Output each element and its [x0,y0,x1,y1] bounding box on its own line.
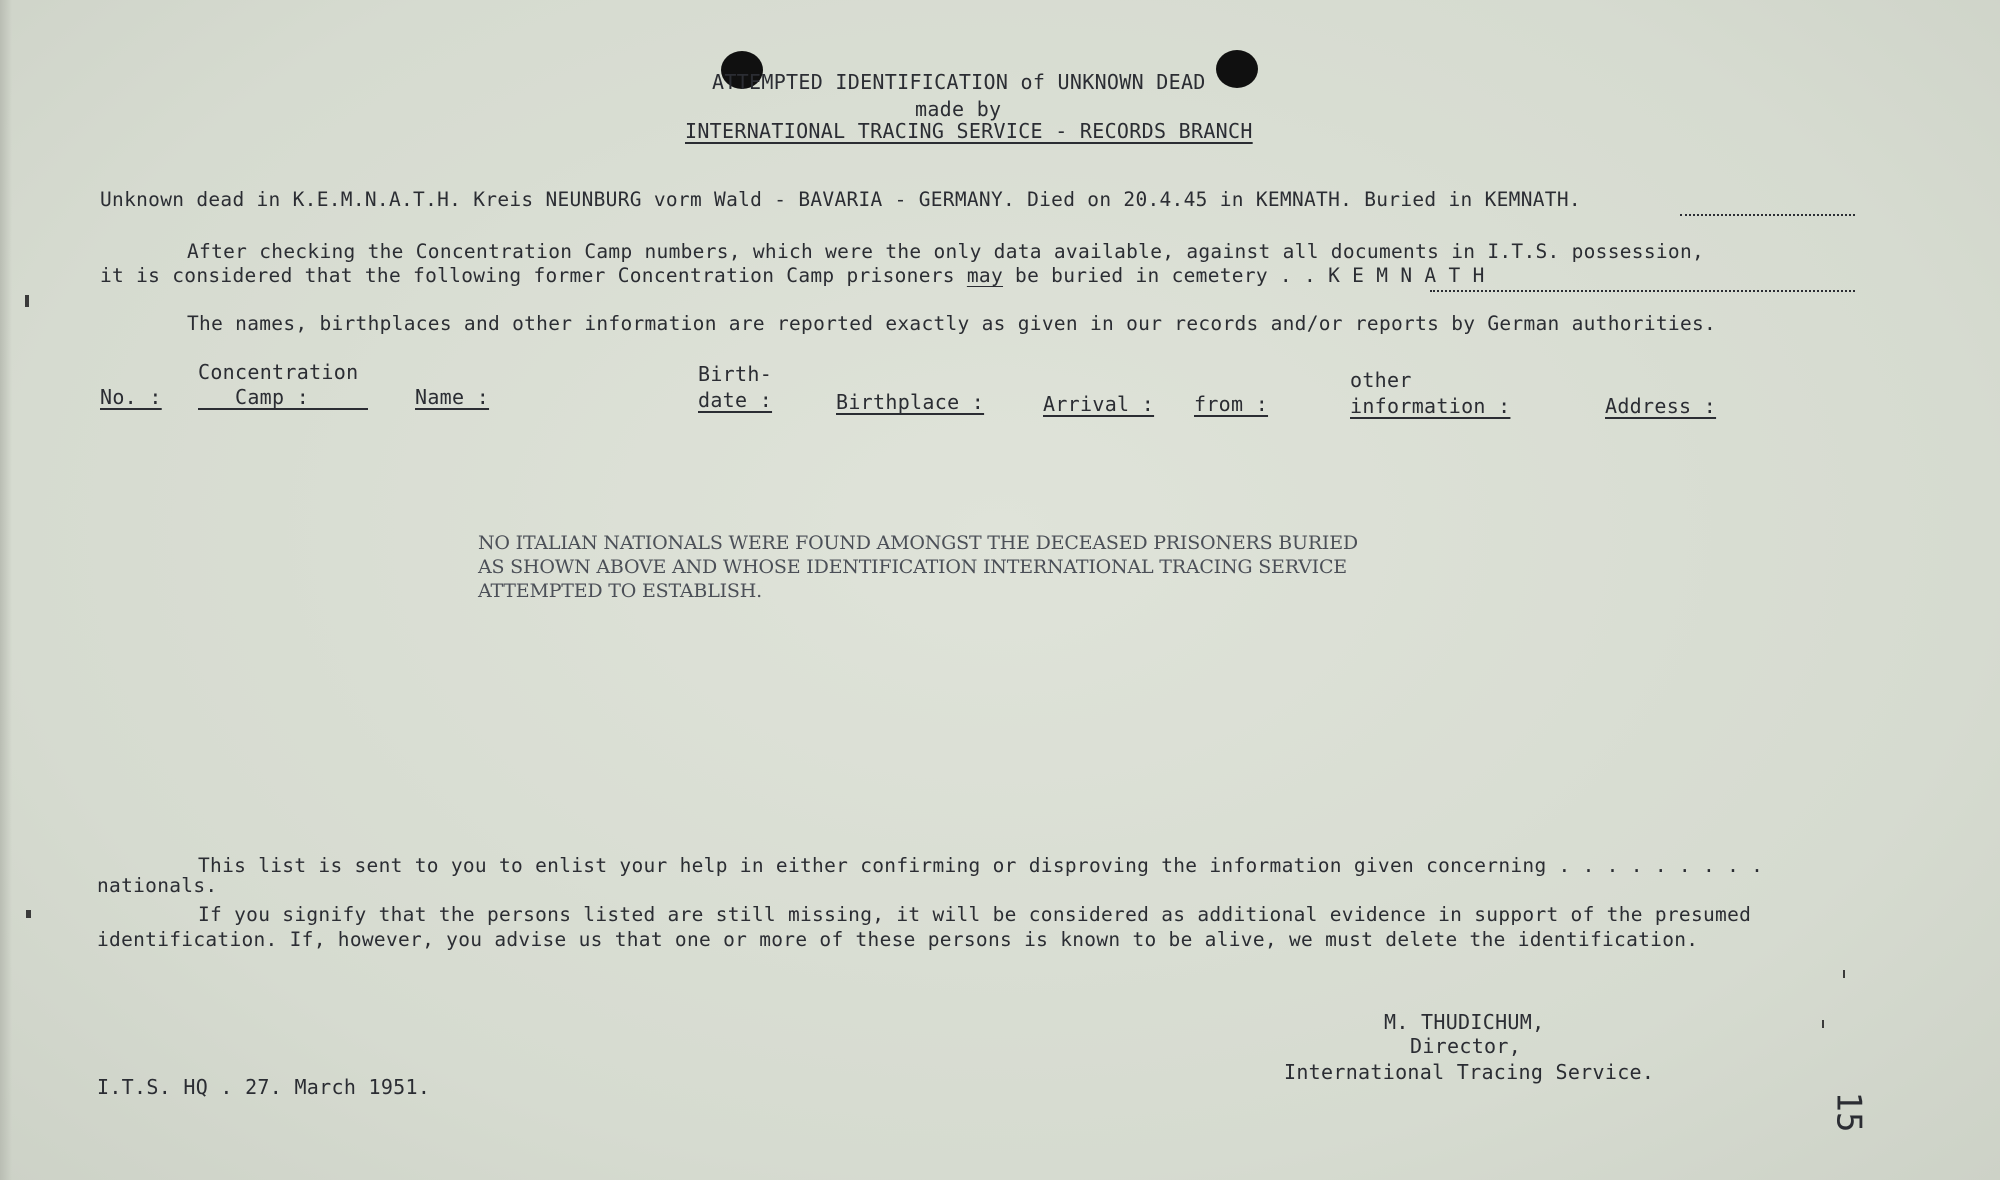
closing-p1-line1: This list is sent to you to enlist your help in either confirming or disproving the information given concerning . . . . . . . . . [198,854,1764,877]
margin-mark [26,910,31,918]
check-line-2-start: it is considered that the following former Concentration Camp prisoners [100,264,967,287]
col-camp-underline [198,408,368,410]
col-other-top: other [1350,368,1412,392]
check-line-2-end: be buried in cemetery . . K E M N A T H [1003,264,1485,287]
col-birthplace: Birthplace : [836,390,985,414]
col-camp-top: Concentration [198,360,359,384]
names-line: The names, birthplaces and other information are reported exactly as given in our records and/or reports by German authorities. [187,312,1717,335]
notice-line-1: NO ITALIAN NATIONALS WERE FOUND AMONGST THE DECEASED PRISONERS BURIED [478,532,1358,554]
cemetery-line-dots [1430,290,1855,292]
closing-p1-line2: nationals. [97,874,218,897]
signature-name: M. THUDICHUM, [1384,1010,1545,1034]
col-address: Address : [1605,394,1717,418]
punch-hole-right [1216,50,1258,88]
footer-date-line: I.T.S. HQ . 27. March 1951. [97,1075,431,1099]
col-arrival: Arrival : [1043,392,1155,416]
document-title: ATTEMPTED IDENTIFICATION of UNKNOWN DEAD [712,70,1206,94]
page-edge-shadow [0,0,12,1180]
col-name: Name : [415,385,490,409]
notice-line-3: ATTEMPTED TO ESTABLISH. [478,580,762,602]
check-line-2 [100,264,1485,287]
signature-org: International Tracing Service. [1284,1060,1655,1084]
notice-line-2: AS SHOWN ABOVE AND WHOSE IDENTIFICATION INTERNATIONAL TRACING SERVICE [478,556,1347,578]
col-birth-bottom: date : [698,388,773,412]
margin-mark [1843,970,1845,978]
col-camp-bottom: Camp : [235,385,310,409]
made-by-label: made by [915,97,1002,121]
page-number: 15 [1828,1091,1869,1133]
col-birth-top: Birth- [698,362,773,386]
closing-p2-line2: identification. If, however, you advise us that one or more of these persons is known to be alive, we must delete the identification. [97,928,1699,951]
col-from: from : [1194,392,1269,416]
col-other-bottom: information : [1350,394,1511,418]
may-emphasis: may [966,264,1004,287]
margin-mark [25,295,29,307]
branch-title: INTERNATIONAL TRACING SERVICE - RECORDS BRANCH [685,119,1253,143]
signature-title: Director, [1410,1034,1522,1058]
margin-mark [1822,1020,1824,1028]
location-line-dots [1680,214,1855,216]
check-line-1: After checking the Concentration Camp numbers, which were the only data available, against all documents in I.T.S. possession, [187,240,1705,263]
closing-p2-line1: If you signify that the persons listed are still missing, it will be considered as additional evidence in support of the presumed [198,903,1752,926]
col-no: No. : [100,385,162,409]
location-line: Unknown dead in K.E.M.N.A.T.H. Kreis NEUNBURG vorm Wald - BAVARIA - GERMANY. Died on 20.4.45 in KEMNATH. Buried in KEMNATH. [100,188,1581,211]
